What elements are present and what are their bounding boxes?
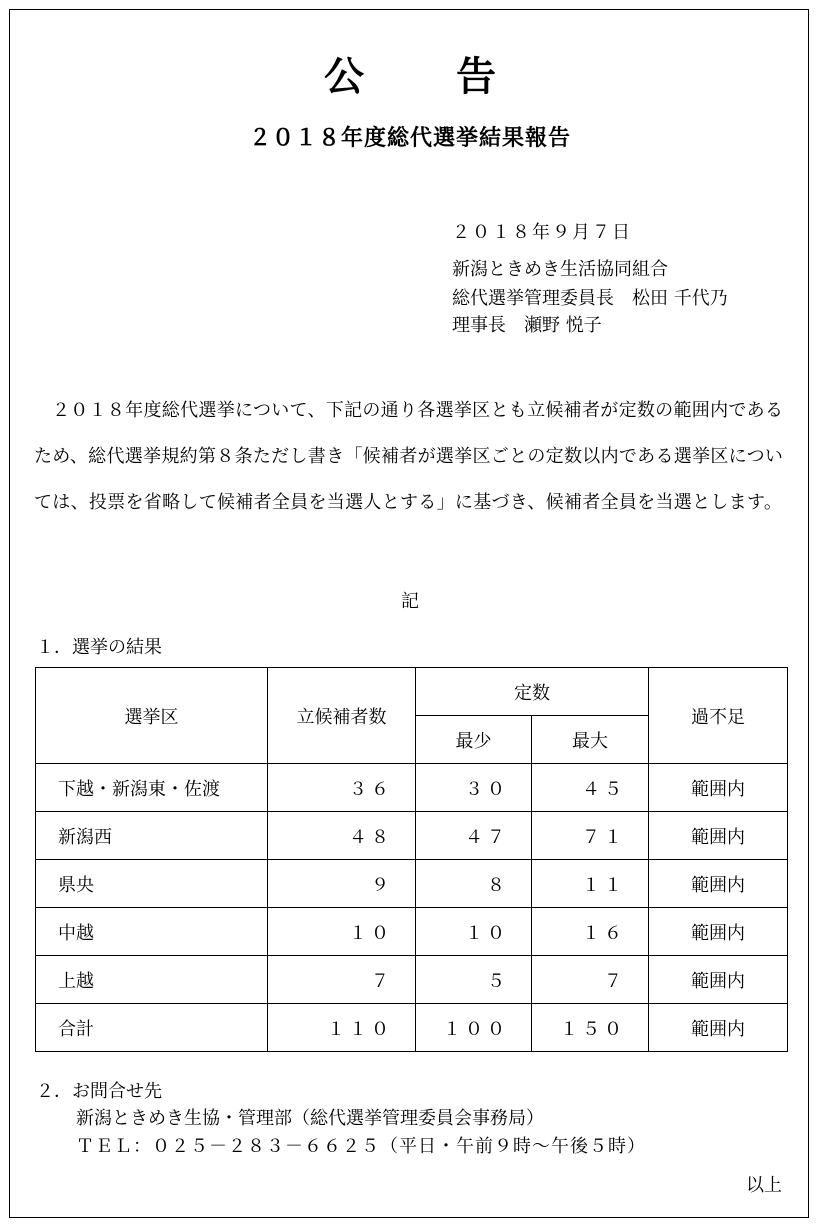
section-heading-results: １．選挙の結果 <box>36 637 162 658</box>
cell-district: 県央 <box>36 860 268 908</box>
notice-body: ２０１８年度総代選挙について、下記の通り各選挙区とも立候補者が定数の範囲内であるため、総代選挙規約第８条ただし書き「候補者が選挙区ごとの定数以内である選挙区については、投票を省略して候補者全員を当選人とする」に基づき、候補者全員を当選とします。 <box>34 400 784 513</box>
board-chair: 理事長 瀬野 悦子 <box>452 315 602 336</box>
table-row <box>36 908 788 956</box>
page-title: 公告 <box>324 54 588 100</box>
cell-status: 範囲内 <box>649 812 788 860</box>
cell-district: 中越 <box>36 908 268 956</box>
cell-min: １００ <box>416 1004 532 1052</box>
organization-name: 新潟ときめき生活協同組合 <box>452 259 668 280</box>
cell-status: 範囲内 <box>649 860 788 908</box>
section-heading-contact: ２．お問合せ先 <box>36 1081 162 1102</box>
cell-candidates: ４８ <box>268 812 416 860</box>
ki-mark: 記 <box>401 591 419 612</box>
cell-candidates: １０ <box>268 908 416 956</box>
table-row <box>36 764 788 812</box>
cell-max: １１ <box>532 860 649 908</box>
cell-status: 範囲内 <box>649 764 788 812</box>
cell-status: 範囲内 <box>649 956 788 1004</box>
page-subtitle: ２０１８年度総代選挙結果報告 <box>248 126 571 151</box>
header-candidates: 立候補者数 <box>268 668 416 764</box>
header-max: 最大 <box>532 716 649 764</box>
cell-min: ８ <box>416 860 532 908</box>
cell-min: ５ <box>416 956 532 1004</box>
cell-district: 新潟西 <box>36 812 268 860</box>
cell-max: ４５ <box>532 764 649 812</box>
closing-mark: 以上 <box>746 1175 782 1196</box>
cell-max: １６ <box>532 908 649 956</box>
header-quota: 定数 <box>416 668 649 716</box>
header-min: 最少 <box>416 716 532 764</box>
notice-date: ２０１８年９月７日 <box>452 222 632 243</box>
cell-min: ３０ <box>416 764 532 812</box>
table-row <box>36 812 788 860</box>
cell-max: １５０ <box>532 1004 649 1052</box>
table-row-total <box>36 1004 788 1052</box>
cell-candidates: １１０ <box>268 1004 416 1052</box>
cell-district: 上越 <box>36 956 268 1004</box>
cell-min: ４７ <box>416 812 532 860</box>
cell-candidates: ７ <box>268 956 416 1004</box>
cell-max: ７１ <box>532 812 649 860</box>
header-status: 過不足 <box>649 668 788 764</box>
contact-department: 新潟ときめき生協・管理部（総代選挙管理委員会事務局） <box>76 1108 544 1129</box>
header-district: 選挙区 <box>36 668 268 764</box>
cell-district: 下越・新潟東・佐渡 <box>36 764 268 812</box>
results-table <box>35 667 788 1052</box>
table-row <box>36 956 788 1004</box>
cell-candidates: ３６ <box>268 764 416 812</box>
cell-max: ７ <box>532 956 649 1004</box>
cell-candidates: ９ <box>268 860 416 908</box>
committee-chair: 総代選挙管理委員長 松田 千代乃 <box>452 288 728 309</box>
cell-status: 範囲内 <box>649 1004 788 1052</box>
contact-phone: ＴＥＬ：０２５－２８３－６６２５（平日・午前９時～午後５時） <box>76 1136 646 1157</box>
table-row <box>36 860 788 908</box>
cell-min: １０ <box>416 908 532 956</box>
cell-status: 範囲内 <box>649 908 788 956</box>
cell-district: 合計 <box>36 1004 268 1052</box>
